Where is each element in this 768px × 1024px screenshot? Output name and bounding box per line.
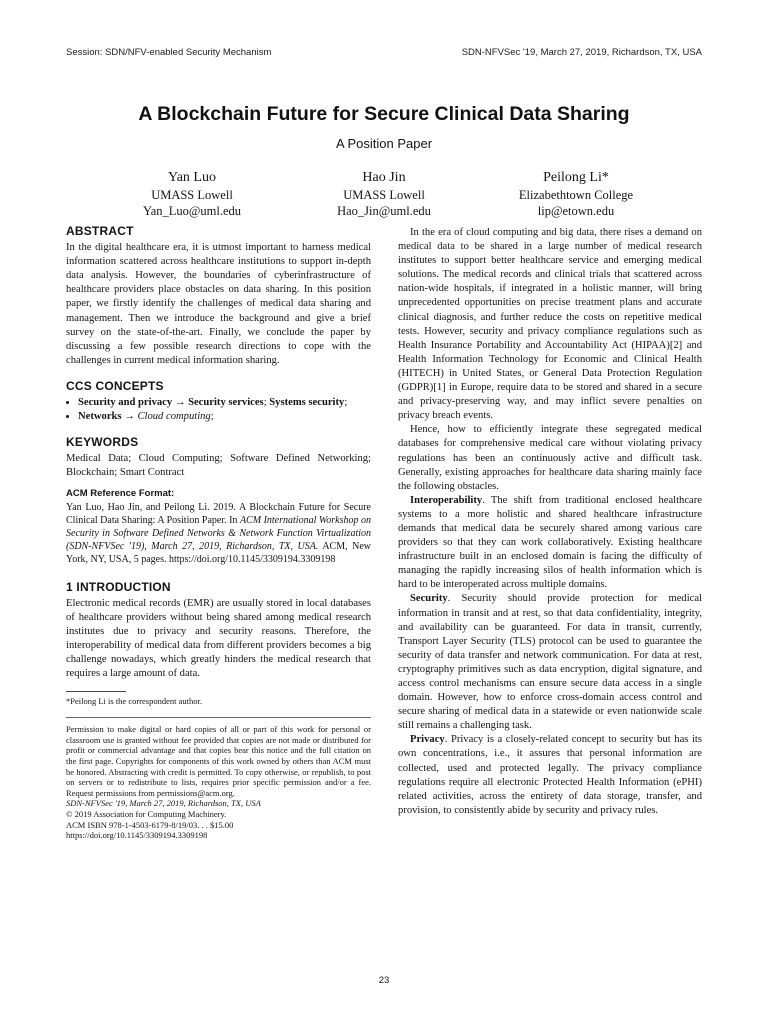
paper-subtitle: A Position Paper — [335, 136, 433, 151]
paragraph-lead: Security — [410, 593, 448, 605]
body-paragraph — [398, 733, 702, 818]
keywords-heading: KEYWORDS — [66, 435, 139, 450]
ccs-item — [78, 410, 371, 424]
ccs-term: Security services — [188, 397, 264, 409]
permission-rule — [66, 717, 371, 718]
acm-ref-venue: ACM International Workshop on Security in Software Defined Networks & Network Function Virtualization (SDN-NFVSec '19), March 27, 2019, Richardson, TX, USA. — [66, 514, 371, 552]
body-paragraph: Hence, how to efficiently integrate these segregated medical databases for comprehensive medical care without violating privacy regulations has been an continuously active and difficult task. Generally, existing approaches for healthcare data sharing mainly face the following obstacles. — [398, 424, 702, 492]
author-affiliation: UMASS Lowell — [151, 188, 233, 202]
permission-notice: Permission to make digital or hard copies of all or part of this work for personal or classroom use is granted without fee provided that copies are not made or distributed for profit or commercial advantage and that copies bear this notice and the full citation on the first page. Copyrights for components of this work owned by others than ACM must be honored. Abstracting with credit is permitted. To copy otherwise, or republish, to post on servers or to redistribute to lists, requires prior specific permission and/or a fee. Request permissions from permissions@acm.org. — [66, 724, 371, 798]
keywords-text: Medical Data; Cloud Computing; Software Defined Networking; Blockchain; Smart Contract — [66, 453, 371, 479]
ccs-arrow: → — [124, 411, 135, 423]
author-name: Peilong Li* — [543, 170, 609, 185]
paragraph-text: . Privacy is a closely-related concept to security but has its own concentrations, i.e., it assures that personal information are collected, used and protected legally. The privacy compliance regulations require all electronic Protected Health Information (ePHI) related activities, across the entirety of data storage, transfer, and provision, to consistently abide by security and privacy rules. — [398, 734, 702, 816]
paper-title: A Blockchain Future for Secure Clinical Data Sharing — [138, 103, 630, 125]
footnote: *Peilong Li is the correspondent author. — [66, 696, 202, 707]
ccs-end: ; — [210, 411, 214, 423]
paragraph-lead: Privacy — [410, 734, 445, 746]
permission-copyright: © 2019 Association for Computing Machinery. — [66, 809, 227, 819]
ccs-end: ; — [344, 397, 348, 409]
paragraph-text: . Security should provide protection for medical information in transit and at rest, so that data confidentiality, integrity, and availability can be guaranteed. For data in transit, currently, Transport Layer Security (TLS) protocol can be used to guarantee the security of data transfer and network communication. For data at rest, cryptography primitives such as data encryption, digital signature, and access control mechanisms can ensure secure data access in a single domain. However, how to enforce cross-domain access control and secure sharing of medical data in a statewide or even nationwide scale still remains a challenging task. — [398, 593, 702, 732]
author-name: Hao Jin — [362, 170, 406, 185]
right-column — [398, 226, 702, 818]
body-paragraph: In the era of cloud computing and big data, there rises a demand on medical data to be shared in a large number of medical research institutes to support better healthcare service and emerging medical solutions. The medical records and clinical trials that scattered across nation-wide hospitals, if integrated in a holistic manner, will bring unprecedented opportunities on precise treatment plans and accurate clinical diagnosis, and further reduce the costs on repetitive medical tests. However, security and privacy compliance regulations such as Health Insurance Portability and Accountability Act (HIPAA)[2] and Health Information Technology for Economic and Clinical Health (HITECH) in United States, or General Data Protection Regulation (GDPR)[1] in Europe, require data to be stored and shared in a secure and privacy-preserving way, and may inflict severe penalties on privacy breach events. — [398, 227, 702, 422]
ccs-list — [66, 396, 371, 424]
paragraph-text: . The shift from traditional enclosed healthcare systems to a more holistic and shared healthcare infrastructure demands that medical data be securely shared among various care providers so that they can work collaboratively. Existing healthcare infrastructure built in an enclosed domain is facing the difficulty of managing the rapidly increasing silos of health information which is hard to be interoperated across multiple domains. — [398, 494, 702, 591]
ccs-term: Systems security — [269, 397, 345, 409]
abstract-text: In the digital healthcare era, it is utmost important to harness medical information scattered across healthcare institutions to support in-depth data analysis. However, the boundaries of cyberinfrastructure of healthcare providers place obstacles on data sharing. In this position paper, we firstly identify the challenges of medical data sharing and management. Then we introduce the background and give a brief survey on the state-of-the-art. Finally, we conclude the paper by discussing a few possible research directions to cope with the challenges in current medical information sharing. — [66, 242, 371, 366]
acm-reference-heading: ACM Reference Format: — [66, 487, 175, 499]
ccs-term: Networks — [78, 411, 122, 423]
ccs-separator: ; — [263, 397, 270, 409]
ccs-term: Security and privacy — [78, 397, 173, 409]
permission-venue: SDN-NFVSec '19, March 27, 2019, Richardson, TX, USA — [66, 798, 261, 809]
left-column — [66, 224, 371, 841]
author-affiliation: Elizabethtown College — [518, 188, 634, 202]
permission-doi: https://doi.org/10.1145/3309194.3309198 — [66, 830, 208, 841]
author-email: lip@etown.edu — [537, 204, 615, 218]
abstract-heading: ABSTRACT — [66, 224, 134, 238]
author-affiliation: UMASS Lowell — [343, 188, 425, 202]
body-paragraph — [398, 494, 702, 593]
ccs-heading: CCS CONCEPTS — [66, 378, 164, 393]
author-name: Yan Luo — [168, 170, 216, 185]
acm-reference-text — [66, 501, 371, 566]
intro-heading: 1 INTRODUCTION — [66, 579, 171, 594]
running-header-session: Session: SDN/NFV-enabled Security Mechanism — [66, 47, 272, 58]
running-header-venue: SDN-NFVSec '19, March 27, 2019, Richardson, TX, USA — [461, 47, 702, 58]
ccs-term: Cloud computing — [137, 411, 211, 423]
body-paragraph — [398, 592, 702, 733]
intro-text: Electronic medical records (EMR) are usually stored in local databases of healthcare providers without being shared among medical research institutes due to privacy and security reasons. Therefore, the interoperability of medical data from different providers becomes a big challenge nowadays, which greatly hinders the medical research that requires a large amount of data. — [66, 597, 371, 680]
acm-ref-part: ACM, New York, NY, USA, 5 pages. https://doi.org/10.1145/3309194.3309198 — [66, 540, 371, 565]
author-block — [456, 168, 696, 219]
author-email: Hao_Jin@uml.edu — [337, 204, 431, 218]
author-email: Yan_Luo@uml.edu — [142, 204, 242, 218]
permission-isbn: ACM ISBN 978-1-4503-6179-8/19/03. . . $15.00 — [66, 819, 234, 830]
paragraph-lead: Interoperability — [410, 494, 483, 506]
ccs-arrow: → — [174, 397, 186, 409]
footnote-rule — [66, 691, 126, 692]
acm-ref-part: Yan Luo, Hao Jin, and Peilong Li. 2019. A Blockchain Future for Secure Clinical Data Sharing: A Position Paper. In — [66, 501, 371, 526]
ccs-item — [78, 396, 371, 410]
page-number: 23 — [378, 975, 390, 986]
